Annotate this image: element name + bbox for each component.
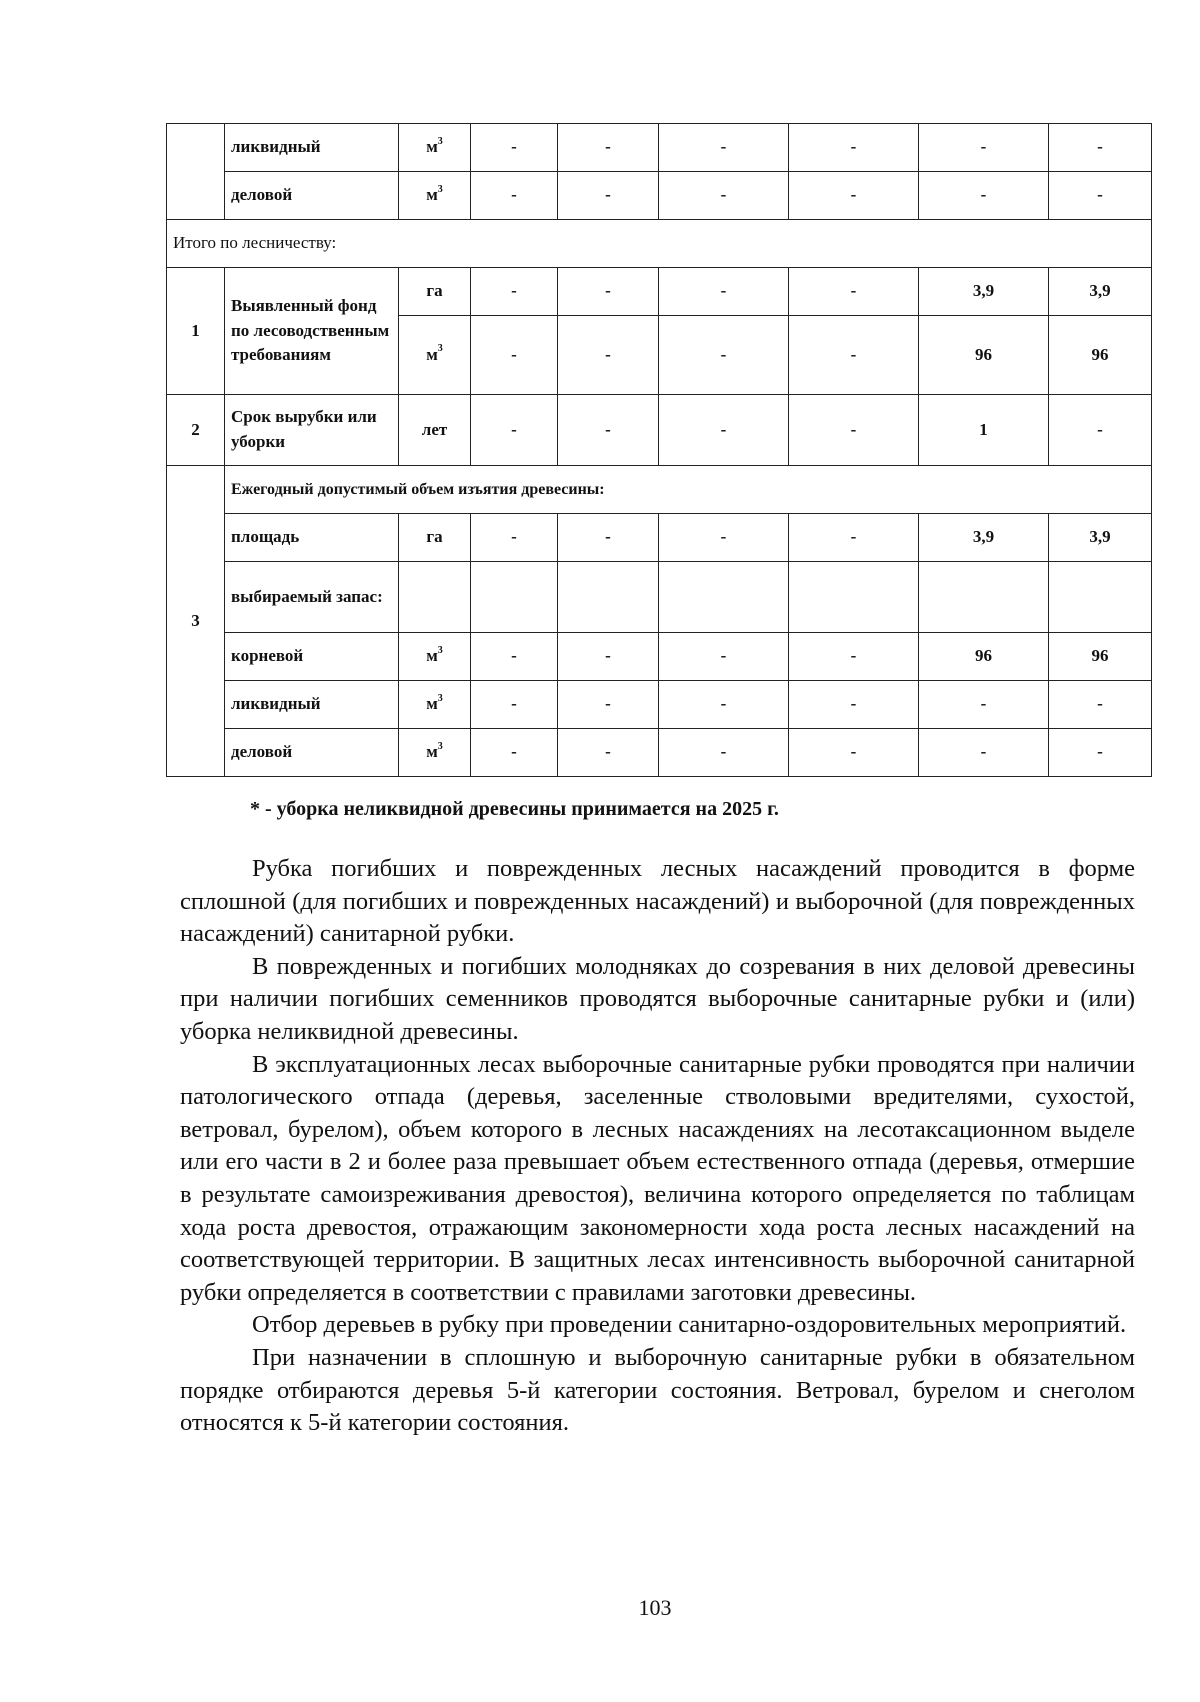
- value-cell: 3,9: [1049, 514, 1152, 562]
- paragraph: Отбор деревьев в рубку при проведении санитарно-оздоровительных мероприятий.: [252, 1311, 1127, 1339]
- value-cell: -: [919, 729, 1049, 777]
- value-cell: 96: [1049, 633, 1152, 681]
- value-cell: -: [1049, 395, 1152, 466]
- value-cell: 96: [919, 633, 1049, 681]
- row-label: площадь: [225, 514, 399, 562]
- unit-cell: $м^3$: [399, 633, 471, 681]
- row-label: Выявленный фонд по лесоводственным требованиям: [225, 268, 399, 395]
- row-label: ликвидный: [225, 124, 399, 172]
- paragraph: В эксплуатационных лесах выборочные санитарные рубки проводятся при наличии патологического отпада (деревья, заселенные стволовыми вредителями, сухостой, ветровал, бурелом), объем которого в лесных насаждениях на лесотаксационном выделе или его части в 2 и более раза превышает объем естественного отпада (деревья, отмершие в результате самоизреживания древостоя), величина которого определяется по таблицам хода роста древостоя, отражающим закономерности хода роста лесных насаждений на соответствующей территории. В защитных лесах интенсивность выборочной санитарной рубки определяется в соответствии с правилами заготовки древесины.: [180, 1050, 1135, 1306]
- unit-cell: $м^3$: [399, 316, 471, 395]
- value-cell: [919, 562, 1049, 633]
- value-cell: -: [471, 124, 558, 172]
- value-cell: -: [558, 514, 659, 562]
- table-row: [167, 220, 1152, 268]
- logging-table: [166, 123, 1152, 777]
- value-cell: -: [789, 124, 919, 172]
- value-cell: -: [1049, 172, 1152, 220]
- value-cell: -: [659, 395, 789, 466]
- value-cell: -: [558, 681, 659, 729]
- value-cell: -: [919, 681, 1049, 729]
- value-cell: -: [789, 172, 919, 220]
- unit-cell: лет: [399, 395, 471, 466]
- value-cell: [1049, 562, 1152, 633]
- value-cell: -: [789, 514, 919, 562]
- page-number: 103: [638, 1595, 672, 1620]
- paragraph: При назначении в сплошную и выборочную санитарные рубки в обязательном порядке отбираются деревья 5-й категории состояния. Ветровал, бурелом и снеголом относятся к 5-й категории состояния.: [180, 1343, 1135, 1437]
- row-label: Срок вырубки или уборки: [225, 395, 399, 466]
- table-row: [167, 466, 1152, 514]
- value-cell: -: [659, 514, 789, 562]
- value-cell: -: [659, 729, 789, 777]
- unit-cell: га: [399, 514, 471, 562]
- value-cell: -: [919, 124, 1049, 172]
- value-cell: -: [558, 395, 659, 466]
- table-row: [167, 681, 1152, 729]
- value-cell: -: [471, 395, 558, 466]
- unit-cell: га: [399, 268, 471, 316]
- value-cell: [558, 562, 659, 633]
- paragraph: В поврежденных и погибших молодняках до созревания в них деловой древесины при наличии погибших семенников проводятся выборочные санитарные рубки и (или) уборка неликвидной древесины.: [180, 952, 1135, 1045]
- value-cell: 1: [919, 395, 1049, 466]
- unit-cell: [399, 562, 471, 633]
- table-row: [167, 124, 1152, 172]
- value-cell: -: [659, 268, 789, 316]
- section-heading: Ежегодный допустимый объем изъятия древесины:: [225, 466, 1152, 514]
- row-label: ликвидный: [225, 681, 399, 729]
- subtotal-heading: Итого по лесничеству:: [167, 220, 1152, 268]
- value-cell: -: [1049, 681, 1152, 729]
- value-cell: -: [558, 268, 659, 316]
- value-cell: -: [1049, 124, 1152, 172]
- value-cell: 96: [919, 316, 1049, 395]
- value-cell: -: [789, 633, 919, 681]
- value-cell: -: [471, 172, 558, 220]
- table-footnote: * - уборка неликвидной древесины принимается на 2025 г.: [250, 798, 779, 820]
- unit-cell: $м^3$: [399, 681, 471, 729]
- table-row: [167, 172, 1152, 220]
- row-label: деловой: [225, 172, 399, 220]
- row-number-cell: 2: [167, 395, 225, 466]
- table-row: [167, 729, 1152, 777]
- value-cell: -: [558, 633, 659, 681]
- value-cell: -: [789, 268, 919, 316]
- value-cell: -: [471, 633, 558, 681]
- unit-cell: $м^3$: [399, 729, 471, 777]
- value-cell: 96: [1049, 316, 1152, 395]
- value-cell: -: [471, 514, 558, 562]
- value-cell: -: [558, 729, 659, 777]
- value-cell: -: [471, 316, 558, 395]
- row-number-cell: [167, 124, 225, 220]
- row-number-cell: 1: [167, 268, 225, 395]
- table-row: [167, 268, 1152, 316]
- value-cell: -: [789, 395, 919, 466]
- row-label: выбираемый запас:: [225, 562, 399, 633]
- table-row: [167, 514, 1152, 562]
- unit-cell: $м^3$: [399, 124, 471, 172]
- value-cell: -: [558, 172, 659, 220]
- body-text: [180, 853, 1135, 1440]
- value-cell: -: [659, 124, 789, 172]
- table-row: [167, 395, 1152, 466]
- value-cell: -: [659, 633, 789, 681]
- value-cell: -: [558, 124, 659, 172]
- value-cell: -: [919, 172, 1049, 220]
- row-label: деловой: [225, 729, 399, 777]
- value-cell: [789, 562, 919, 633]
- value-cell: -: [558, 316, 659, 395]
- value-cell: -: [789, 316, 919, 395]
- paragraph: Рубка погибших и поврежденных лесных насаждений проводится в форме сплошной (для погибших и поврежденных насаждений) и выборочной (для поврежденных насаждений) санитарной рубки.: [180, 855, 1135, 948]
- row-number-cell: 3: [167, 466, 225, 777]
- value-cell: -: [1049, 729, 1152, 777]
- value-cell: [659, 562, 789, 633]
- value-cell: 3,9: [1049, 268, 1152, 316]
- table-row: [167, 562, 1152, 633]
- unit-cell: $м^3$: [399, 172, 471, 220]
- value-cell: [471, 562, 558, 633]
- value-cell: -: [471, 729, 558, 777]
- value-cell: -: [659, 172, 789, 220]
- value-cell: -: [789, 681, 919, 729]
- value-cell: 3,9: [919, 514, 1049, 562]
- value-cell: -: [471, 268, 558, 316]
- value-cell: -: [659, 316, 789, 395]
- row-label: корневой: [225, 633, 399, 681]
- value-cell: 3,9: [919, 268, 1049, 316]
- value-cell: -: [659, 681, 789, 729]
- value-cell: -: [789, 729, 919, 777]
- value-cell: -: [471, 681, 558, 729]
- table-row: [167, 633, 1152, 681]
